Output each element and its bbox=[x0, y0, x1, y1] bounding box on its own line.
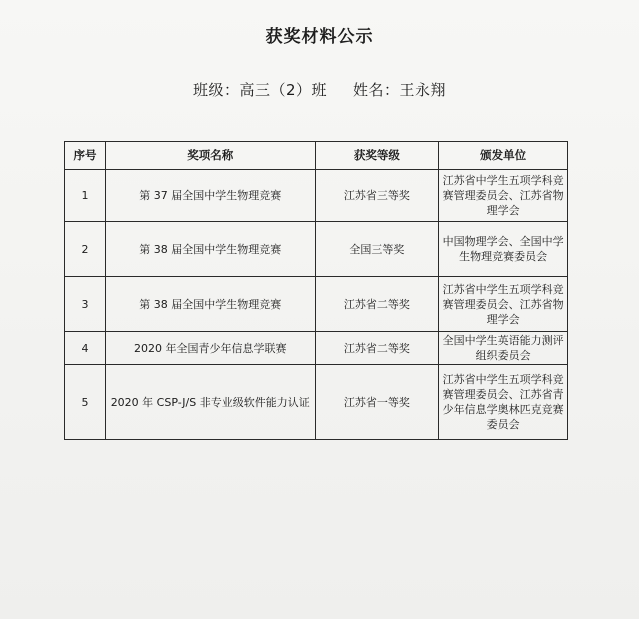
document-title: 获奖材料公示 bbox=[265, 27, 374, 47]
cell-award-level: 全国三等奖 bbox=[315, 222, 439, 277]
table-row bbox=[65, 365, 568, 440]
cell-award-name: 2020 年全国青少年信息学联赛 bbox=[105, 332, 315, 365]
cell-award-name: 2020 年 CSP-J/S 非专业级软件能力认证 bbox=[105, 365, 315, 440]
cell-award-name: 第 38 届全国中学生物理竞赛 bbox=[105, 277, 315, 332]
cell-award-level: 江苏省二等奖 bbox=[315, 277, 439, 332]
header-issuer: 颁发单位 bbox=[439, 142, 568, 170]
student-info bbox=[0, 79, 639, 100]
cell-issuer: 江苏省中学生五项学科竞赛管理委员会、江苏省物理学会 bbox=[439, 170, 568, 222]
class-label: 班级：高三（2）班 bbox=[192, 81, 328, 99]
table-row bbox=[65, 170, 568, 222]
cell-award-level: 江苏省二等奖 bbox=[315, 332, 439, 365]
cell-no: 5 bbox=[65, 365, 106, 440]
cell-award-level: 江苏省一等奖 bbox=[315, 365, 439, 440]
header-award-name: 奖项名称 bbox=[105, 142, 315, 170]
name-label: 姓名：王永翔 bbox=[353, 81, 447, 99]
cell-issuer: 中国物理学会、全国中学生物理竞赛委员会 bbox=[439, 222, 568, 277]
header-no: 序号 bbox=[65, 142, 106, 170]
header-award-level: 获奖等级 bbox=[315, 142, 439, 170]
awards-table bbox=[64, 141, 568, 440]
cell-no: 4 bbox=[65, 332, 106, 365]
cell-no: 1 bbox=[65, 170, 106, 222]
cell-award-name: 第 37 届全国中学生物理竞赛 bbox=[105, 170, 315, 222]
table-row bbox=[65, 332, 568, 365]
cell-no: 2 bbox=[65, 222, 106, 277]
cell-issuer: 全国中学生英语能力测评组织委员会 bbox=[439, 332, 568, 365]
cell-issuer: 江苏省中学生五项学科竞赛管理委员会、江苏省青少年信息学奥林匹克竞赛委员会 bbox=[439, 365, 568, 440]
table-row bbox=[65, 222, 568, 277]
table-header-row bbox=[65, 142, 568, 170]
cell-award-level: 江苏省三等奖 bbox=[315, 170, 439, 222]
table-row bbox=[65, 277, 568, 332]
cell-award-name: 第 38 届全国中学生物理竞赛 bbox=[105, 222, 315, 277]
cell-issuer: 江苏省中学生五项学科竞赛管理委员会、江苏省物理学会 bbox=[439, 277, 568, 332]
cell-no: 3 bbox=[65, 277, 106, 332]
